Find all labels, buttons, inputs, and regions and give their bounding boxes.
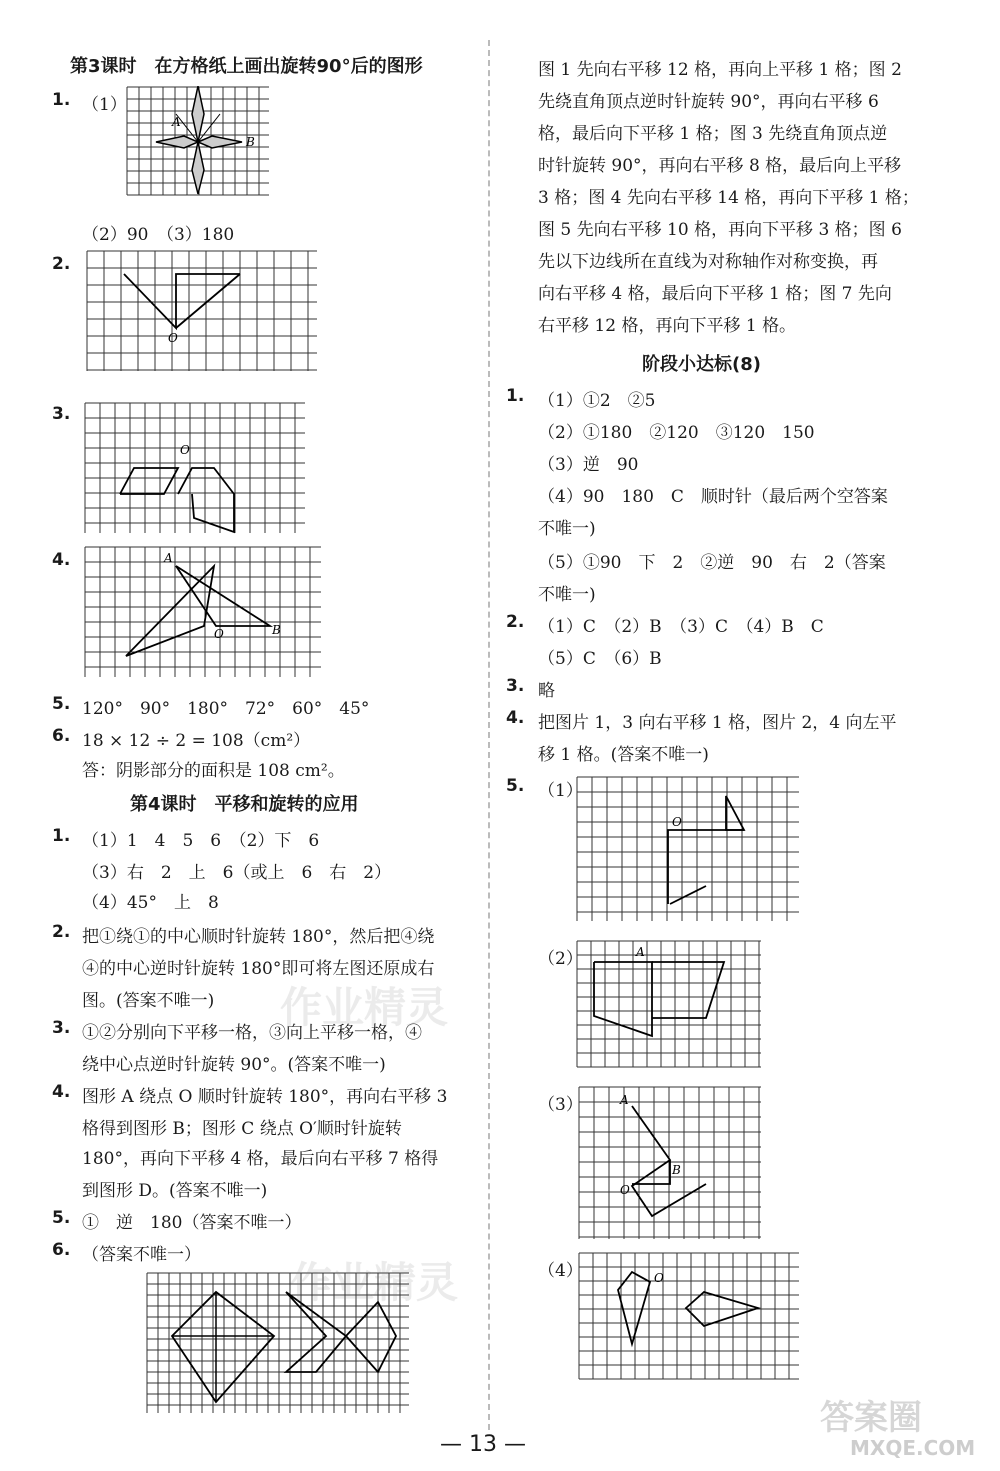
s3-answer: 略 <box>538 681 555 701</box>
s5-3-label-a: A <box>620 1093 629 1107</box>
l4-q2-line2: ④的中心逆时针旋转 180°即可将左图还原成右 <box>82 959 435 979</box>
q4-label-b: B <box>272 623 281 637</box>
column-divider <box>488 40 490 1430</box>
s5-4-label-o: O <box>654 1271 664 1285</box>
l4-q2-number: 2. <box>52 922 71 942</box>
l4-q4-number: 4. <box>52 1082 71 1102</box>
s5-part1-grid <box>576 776 800 922</box>
r-para-line9: 右平移 12 格，再向下平移 1 格。 <box>538 316 797 336</box>
s2-number: 2. <box>506 612 525 632</box>
q3-label-o: O <box>180 443 190 457</box>
q5-answer: 120° 90° 180° 72° 60° 45° <box>82 699 370 719</box>
r-para-line8: 向右平移 4 格，最后向下平移 1 格；图 7 先向 <box>538 284 892 304</box>
l4-q5-number: 5. <box>52 1208 71 1228</box>
q4-label-a: A <box>164 551 173 565</box>
s5-2-label-a: A <box>636 945 645 959</box>
watermark-text-2: 作业精灵 <box>290 1258 459 1307</box>
l4-q1-line1: （1）1 4 5 6 （2）下 6 <box>82 831 320 851</box>
l4-q6-number: 6. <box>52 1240 71 1260</box>
q5-number: 5. <box>52 694 71 714</box>
l4-q4-line3: 180°，再向下平移 4 格，最后向右平移 7 格得 <box>82 1149 439 1169</box>
q1-label-b: B <box>246 135 255 149</box>
r-para-line7: 先以下边线所在直线为对称轴作对称变换，再 <box>538 252 878 272</box>
q3-grid-figure <box>84 402 306 534</box>
page-number: — 13 — <box>440 1432 526 1457</box>
watermark-site: MXQE.COM <box>850 1436 976 1460</box>
l4-q3-line1: ①②分别向下平移一格，③向上平移一格，④ <box>82 1023 422 1043</box>
q2-label-o: O <box>168 331 178 345</box>
l4-q5-answer: ① 逆 180（答案不唯一） <box>82 1213 302 1233</box>
q4-grid-figure <box>84 546 322 678</box>
l4-q1-line3: （4）45° 上 8 <box>82 893 219 913</box>
s5-part2-grid <box>576 940 762 1068</box>
s4-line2: 移 1 格。(答案不唯一) <box>538 745 709 765</box>
l4-q3-line2: 绕中心点逆时针旋转 90°。(答案不唯一) <box>82 1055 386 1075</box>
q4-number: 4. <box>52 550 71 570</box>
s1-line4: （4）90 180 C 顺时针（最后两个空答案 <box>538 487 888 507</box>
s1-line3: （3）逆 90 <box>538 455 639 475</box>
s5-3-label-b: B <box>672 1163 681 1177</box>
lesson3-title: 第3课时 在方格纸上画出旋转90°后的图形 <box>70 56 423 77</box>
s1-line1: （1）①2 ②5 <box>538 391 656 411</box>
q6-equation: 18 × 12 ÷ 2 = 108（cm²） <box>82 731 311 751</box>
l4-q4-line2: 格得到图形 B；图形 C 绕点 O′顺时针旋转 <box>82 1119 402 1139</box>
q1-label-a: A <box>172 115 181 129</box>
l4-q2-line1: 把①绕①的中心顺时针旋转 180°，然后把④绕 <box>82 927 435 947</box>
q2-number: 2. <box>52 254 71 274</box>
q1-number: 1. <box>52 90 71 110</box>
watermark-corner-logo: 答案圈 <box>820 1398 922 1438</box>
l4-q1-number: 1. <box>52 826 71 846</box>
q1-parts-2-3: （2）90 （3）180 <box>82 225 235 245</box>
q1-grid-figure <box>126 86 270 196</box>
s4-number: 4. <box>506 708 525 728</box>
s1-line5: 不唯一) <box>538 519 596 539</box>
q1-grid-svg <box>126 86 270 196</box>
r-para-line5: 3 格；图 4 先向右平移 14 格，再向下平移 1 格； <box>538 188 919 208</box>
s2-line2: （5）C （6）B <box>538 649 662 669</box>
s5-1-label-o: O <box>672 815 682 829</box>
s1-number: 1. <box>506 386 525 406</box>
r-para-line1: 图 1 先向右平移 12 格，再向上平移 1 格；图 2 <box>538 60 902 80</box>
l4-q4-line1: 图形 A 绕点 O 顺时针旋转 180°，再向右平移 3 <box>82 1087 448 1107</box>
q1-part1: （1） <box>82 95 127 115</box>
r-para-line4: 时针旋转 90°，再向右平移 8 格，最后向上平移 <box>538 156 902 176</box>
s1-line6: （5）①90 下 2 ②逆 90 右 2（答案 <box>538 553 886 573</box>
s1-line2: （2）①180 ②120 ③120 150 <box>538 423 815 443</box>
s5-part3-grid <box>578 1086 762 1240</box>
l4-q4-line4: 到图形 D。(答案不唯一) <box>82 1181 268 1201</box>
q4-label-o: O <box>214 627 224 641</box>
q6-number: 6. <box>52 726 71 746</box>
r-para-line3: 格，最后向下平移 1 格；图 3 先绕直角顶点逆 <box>538 124 888 144</box>
l4-q3-number: 3. <box>52 1018 71 1038</box>
q3-number: 3. <box>52 404 71 424</box>
s5-part3-label: （3） <box>538 1095 583 1115</box>
l4-q1-line2: （3）右 2 上 6（或上 6 右 2） <box>82 863 392 883</box>
s3-number: 3. <box>506 676 525 696</box>
r-para-line2: 先绕直角顶点逆时针旋转 90°，再向右平移 6 <box>538 92 879 112</box>
stage-title: 阶段小达标(8) <box>642 354 761 375</box>
s2-line1: （1）C （2）B （3）C （4）B C <box>538 617 824 637</box>
s4-line1: 把图片 1，3 向右平移 1 格，图片 2，4 向左平 <box>538 713 897 733</box>
s5-part4-grid <box>578 1252 800 1380</box>
r-para-line6: 图 5 先向右平移 10 格，再向下平移 3 格；图 6 <box>538 220 902 240</box>
s5-part2-label: （2） <box>538 949 583 969</box>
s5-3-label-o: O <box>620 1183 630 1197</box>
q6-answer: 答：阴影部分的面积是 108 cm²。 <box>82 761 345 781</box>
l4-q2-line3: 图。(答案不唯一) <box>82 991 215 1011</box>
lesson4-title: 第4课时 平移和旋转的应用 <box>130 794 359 815</box>
s5-part4-label: （4） <box>538 1261 583 1281</box>
q2-grid-figure <box>86 250 318 372</box>
s5-number: 5. <box>506 776 525 796</box>
s5-part1-label: （1） <box>538 781 583 801</box>
watermark-text-1: 作业精灵 <box>280 983 449 1032</box>
s1-line7: 不唯一) <box>538 585 596 605</box>
l4-q6-note: （答案不唯一） <box>82 1245 201 1265</box>
